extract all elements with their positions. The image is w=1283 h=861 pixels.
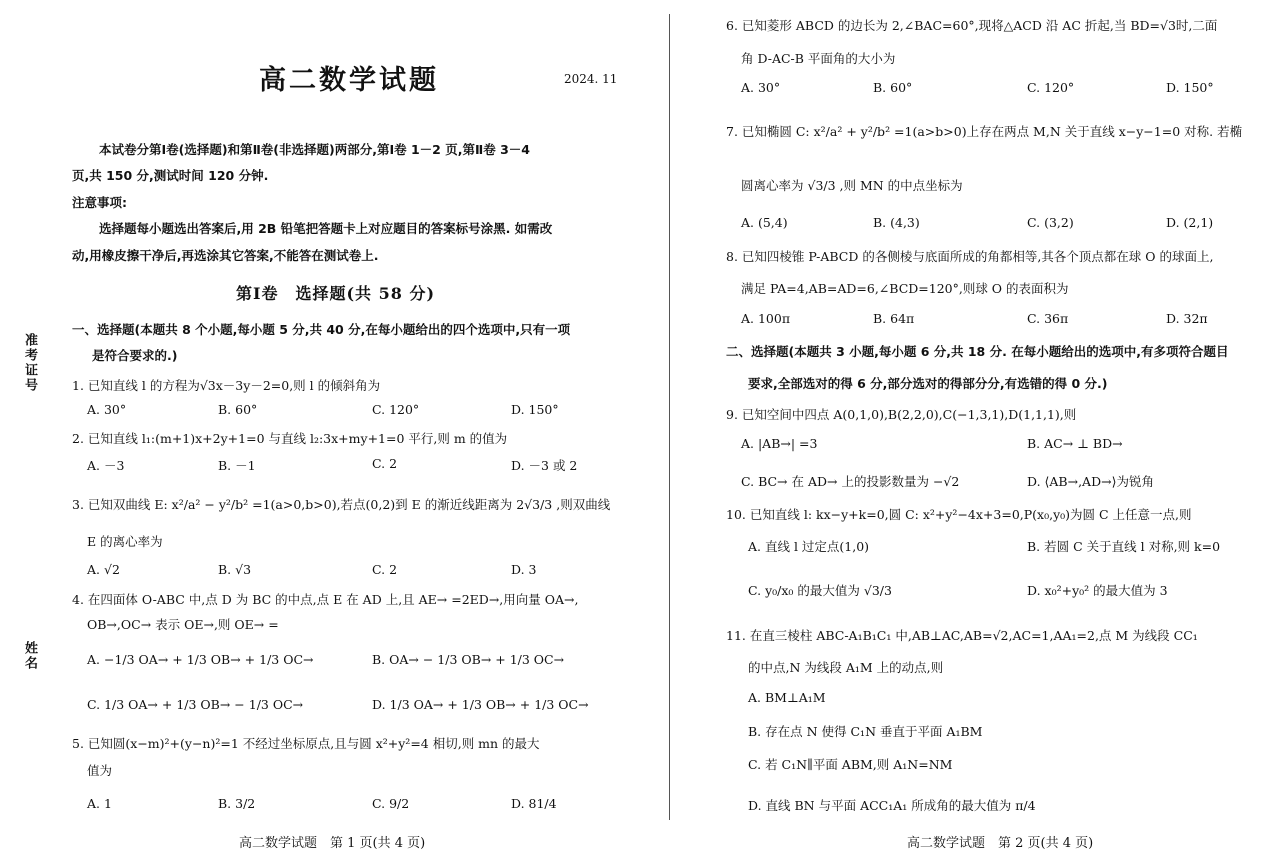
part-one-title: 第Ⅰ卷 选择题(共 58 分) — [236, 284, 436, 303]
right-page-footer: 高二数学试题 第 2 页(共 4 页) — [907, 836, 1094, 851]
q4-option-b: B. OA→ − 1/3 OB→ + 1/3 OC→ — [372, 652, 565, 667]
question-5-line-2: 值为 — [87, 763, 113, 778]
notice-line-2: 动,用橡皮擦干净后,再选涂其它答案,不能答在测试卷上. — [72, 248, 379, 263]
question-3-line-1: 3. 已知双曲线 E: x²/a² − y²/b² =1(a>0,b>0),若点(0,2)到 E 的渐近线距离为 2√3/3 ,则双曲线 — [72, 497, 611, 512]
q7-option-b: B. (4,3) — [873, 215, 920, 230]
question-1: 1. 已知直线 l 的方程为√3x－3y－2=0,则 l 的倾斜角为 — [72, 378, 381, 393]
q6-option-b: B. 60° — [873, 80, 913, 95]
q2-option-a: A. －3 — [87, 458, 125, 473]
q1-option-b: B. 60° — [218, 402, 258, 417]
q7-option-d: D. (2,1) — [1166, 215, 1214, 230]
question-11-line-2: 的中点,N 为线段 A₁M 上的动点,则 — [748, 660, 944, 675]
q3-option-b: B. √3 — [218, 562, 252, 577]
q5-option-a: A. 1 — [87, 796, 112, 811]
q4-option-a: A. −1/3 OA→ + 1/3 OB→ + 1/3 OC→ — [87, 652, 314, 667]
q2-option-c: C. 2 — [372, 456, 398, 471]
question-4-line-2: OB→,OC→ 表示 OE→,则 OE→ = — [87, 617, 279, 632]
q5-option-d: D. 81/4 — [511, 796, 557, 811]
q7-option-c: C. (3,2) — [1027, 215, 1074, 230]
notice-heading: 注意事项: — [72, 195, 127, 210]
question-3-line-2: E 的离心率为 — [87, 534, 163, 549]
intro-line-1: 本试卷分第Ⅰ卷(选择题)和第Ⅱ卷(非选择题)两部分,第Ⅰ卷 1－2 页,第Ⅱ卷 3－4 — [99, 142, 530, 157]
q8-option-a: A. 100π — [741, 311, 791, 326]
q11-option-d: D. 直线 BN 与平面 ACC₁A₁ 所成角的最大值为 π/4 — [748, 798, 1036, 813]
q8-option-b: B. 64π — [873, 311, 915, 326]
q3-option-c: C. 2 — [372, 562, 398, 577]
intro-line-2: 页,共 150 分,测试时间 120 分钟. — [72, 168, 269, 183]
q10-option-a: A. 直线 l 过定点(1,0) — [748, 539, 870, 554]
q7-option-a: A. (5,4) — [741, 215, 788, 230]
q4-option-c: C. 1/3 OA→ + 1/3 OB→ − 1/3 OC→ — [87, 697, 304, 712]
q2-option-b: B. －1 — [218, 458, 256, 473]
question-6-line-2: 角 D-AC-B 平面角的大小为 — [741, 51, 896, 66]
name-label: 姓名 — [22, 641, 37, 671]
q1-option-c: C. 120° — [372, 402, 420, 417]
section-one-heading-2: 是符合要求的.) — [92, 348, 178, 363]
q8-option-c: C. 36π — [1027, 311, 1069, 326]
page-title: 高二数学试题 — [259, 65, 439, 96]
q6-option-d: D. 150° — [1166, 80, 1214, 95]
q2-option-d: D. －3 或 2 — [511, 458, 578, 473]
question-11-line-1: 11. 在直三棱柱 ABC-A₁B₁C₁ 中,AB⊥AC,AB=√2,AC=1,AA₁=2,点 M 为线段 CC₁ — [726, 628, 1198, 643]
q10-option-d: D. x₀²+y₀² 的最大值为 3 — [1027, 583, 1168, 598]
left-page-footer: 高二数学试题 第 1 页(共 4 页) — [239, 836, 426, 851]
q9-option-b: B. AC→ ⊥ BD→ — [1027, 436, 1123, 451]
exam-number-label: 准考证号 — [22, 333, 37, 393]
question-6-line-1: 6. 已知菱形 ABCD 的边长为 2,∠BAC=60°,现将△ACD 沿 AC 折起,当 BD=√3时,二面 — [726, 18, 1218, 33]
question-5-line-1: 5. 已知圆(x−m)²+(y−n)²=1 不经过坐标原点,且与圆 x²+y²=4 相切,则 mn 的最大 — [72, 736, 540, 751]
q11-option-a: A. BM⊥A₁M — [748, 690, 826, 705]
exam-date: 2024. 11 — [564, 72, 618, 86]
question-10: 10. 已知直线 l: kx−y+k=0,圆 C: x²+y²−4x+3=0,P(x₀,y₀)为圆 C 上任意一点,则 — [726, 507, 1192, 522]
q5-option-b: B. 3/2 — [218, 796, 256, 811]
q6-option-c: C. 120° — [1027, 80, 1075, 95]
section-one-heading-1: 一、选择题(本题共 8 个小题,每小题 5 分,共 40 分,在每小题给出的四个选项中,只有一项 — [72, 322, 571, 337]
question-2: 2. 已知直线 l₁:(m+1)x+2y+1=0 与直线 l₂:3x+my+1=0 平行,则 m 的值为 — [72, 431, 508, 446]
q8-option-d: D. 32π — [1166, 311, 1208, 326]
q10-option-b: B. 若圆 C 关于直线 l 对称,则 k=0 — [1027, 539, 1221, 554]
question-7-line-1: 7. 已知椭圆 C: x²/a² + y²/b² =1(a>b>0)上存在两点 M,N 关于直线 x−y−1=0 对称. 若椭 — [726, 124, 1243, 139]
page-divider — [669, 14, 670, 820]
q11-option-b: B. 存在点 N 使得 C₁N 垂直于平面 A₁BM — [748, 724, 983, 739]
question-4-line-1: 4. 在四面体 O-ABC 中,点 D 为 BC 的中点,点 E 在 AD 上,且 AE→ =2ED→,用向量 OA→, — [72, 592, 579, 607]
question-7-line-2: 圆离心率为 √3/3 ,则 MN 的中点坐标为 — [741, 178, 963, 193]
q9-option-d: D. ⟨AB→,AD→⟩为锐角 — [1027, 474, 1154, 489]
section-two-heading-1: 二、选择题(本题共 3 小题,每小题 6 分,共 18 分. 在每小题给出的选项中,有多项符合题目 — [726, 344, 1229, 359]
q1-option-d: D. 150° — [511, 402, 559, 417]
q9-option-c: C. BC→ 在 AD→ 上的投影数量为 −√2 — [741, 474, 960, 489]
section-two-heading-2: 要求,全部选对的得 6 分,部分选对的得部分分,有选错的得 0 分.) — [748, 376, 1108, 391]
q4-option-d: D. 1/3 OA→ + 1/3 OB→ + 1/3 OC→ — [372, 697, 589, 712]
q1-option-a: A. 30° — [87, 402, 127, 417]
question-8-line-2: 满足 PA=4,AB=AD=6,∠BCD=120°,则球 O 的表面积为 — [741, 281, 1069, 296]
notice-line-1: 选择题每小题选出答案后,用 2B 铅笔把答题卡上对应题目的答案标号涂黑. 如需改 — [99, 221, 553, 236]
q6-option-a: A. 30° — [741, 80, 781, 95]
q11-option-c: C. 若 C₁N∥平面 ABM,则 A₁N=NM — [748, 757, 953, 772]
q3-option-a: A. √2 — [87, 562, 120, 577]
q3-option-d: D. 3 — [511, 562, 537, 577]
question-8-line-1: 8. 已知四棱锥 P-ABCD 的各侧棱与底面所成的角都相等,其各个顶点都在球 O 的球面上, — [726, 249, 1214, 264]
question-9: 9. 已知空间中四点 A(0,1,0),B(2,2,0),C(−1,3,1),D(1,1,1),则 — [726, 407, 1077, 422]
q10-option-c: C. y₀/x₀ 的最大值为 √3/3 — [748, 583, 892, 598]
q5-option-c: C. 9/2 — [372, 796, 410, 811]
q9-option-a: A. |AB→| =3 — [741, 436, 818, 451]
